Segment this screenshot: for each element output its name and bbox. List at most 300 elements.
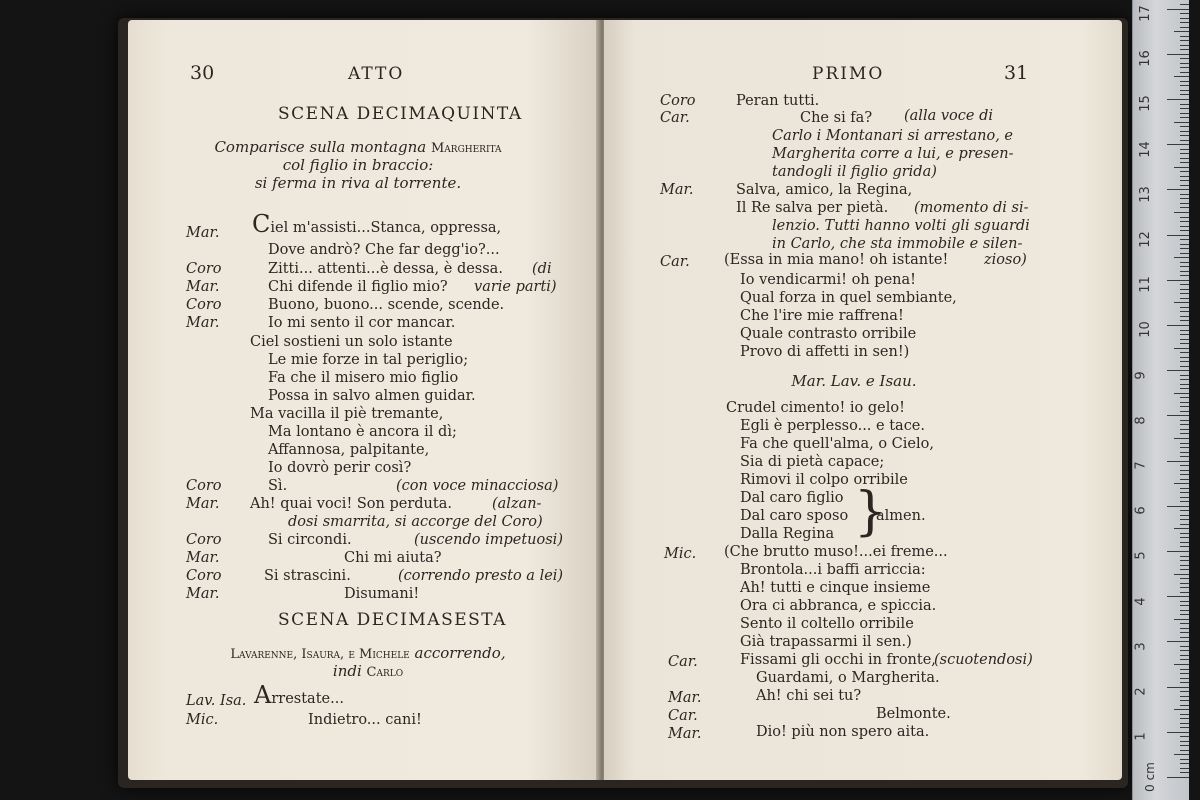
ruler-tick [1180, 736, 1189, 737]
ruler-tick [1180, 379, 1189, 380]
ruler-tick [1174, 664, 1189, 665]
dialogue-line: Sia di pietà capace; [740, 454, 885, 470]
ruler-tick [1180, 750, 1189, 751]
stage-note: zioso) [984, 252, 1027, 268]
dialogue-line: Zitti... attenti...è dessa, è dessa. [268, 261, 503, 277]
ruler-tick [1174, 76, 1189, 77]
ruler-tick [1167, 189, 1189, 190]
ruler-tick [1180, 185, 1189, 186]
speaker-label: Mar. [186, 225, 220, 241]
ruler-tick [1180, 217, 1189, 218]
ruler-tick [1180, 560, 1189, 561]
ruler-tick [1174, 483, 1189, 484]
ruler-tick [1180, 162, 1189, 163]
speaker-label: Lav. Isa. [186, 693, 247, 709]
ruler-tick [1180, 357, 1189, 358]
stage-note: (di [532, 261, 552, 277]
ruler-tick [1174, 754, 1189, 755]
ruler-tick [1180, 723, 1189, 724]
speaker-label: Mic. [186, 712, 219, 728]
ruler-number: 15 [1137, 95, 1153, 113]
ruler-tick [1180, 452, 1189, 453]
ruler-tick [1167, 506, 1189, 507]
ruler-tick [1167, 687, 1189, 688]
ruler-tick [1180, 158, 1189, 159]
dialogue-line: Dal caro figlio [740, 490, 844, 506]
speaker-label: Coro [186, 297, 222, 313]
right-page-number: 31 [1004, 62, 1029, 84]
dialogue-line: Crudel cimento! io gelo! [726, 400, 905, 416]
dialogue-line: Chi difende il figlio mio? [268, 279, 448, 295]
left-running-head: ATTO [348, 64, 405, 84]
speaker-label: Mar. [668, 690, 702, 706]
dialogue-line: Fa che il misero mio figlio [268, 370, 459, 386]
dialogue-line: Ora ci abbranca, e spiccia. [740, 598, 937, 614]
dialogue-line: Fa che quell'alma, o Cielo, [740, 436, 934, 452]
stage-direction-then: indi [332, 662, 362, 680]
ruler-number: 3 [1133, 642, 1149, 651]
speaker-label: Car. [660, 254, 690, 270]
ruler-tick [1180, 330, 1189, 331]
stage-note: in Carlo, che sta immobile e silen- [772, 236, 1023, 252]
right-running-head: PRIMO [812, 64, 885, 84]
ruler-tick [1180, 90, 1189, 91]
ruler-tick [1180, 352, 1189, 353]
ruler-tick [1180, 433, 1189, 434]
dialogue-line: Fissami gli occhi in fronte, [740, 652, 936, 668]
ruler-tick [1180, 198, 1189, 199]
ruler-tick [1180, 384, 1189, 385]
ruler-tick [1180, 565, 1189, 566]
ruler-tick [1180, 135, 1189, 136]
dialogue-line: Il Re salva per pietà. [736, 200, 889, 216]
ruler-tick [1180, 623, 1189, 624]
ruler-tick [1180, 727, 1189, 728]
dialogue-line: Io mi sento il cor mancar. [268, 315, 456, 331]
speaker-label: Mic. [664, 546, 697, 562]
ruler-tick [1180, 659, 1189, 660]
ruler-tick [1174, 709, 1189, 710]
ruler-tick [1180, 628, 1189, 629]
right-page [604, 20, 1122, 780]
ruler-tick [1180, 411, 1189, 412]
scene-title-16: SCENA DECIMASESTA [278, 610, 507, 630]
dialogue-line: Che si fa? [800, 110, 873, 126]
speaker-label: Coro [186, 261, 222, 277]
ruler-tick [1180, 678, 1189, 679]
stage-direction-names: Lavarenne, Isaura, e Michele [230, 647, 410, 662]
ruler-tick [1180, 307, 1189, 308]
ruler-tick [1180, 72, 1189, 73]
ruler-number: 7 [1133, 461, 1149, 470]
speaker-label: Mar. [186, 550, 220, 566]
ruler-tick [1167, 461, 1189, 462]
ruler-tick [1180, 320, 1189, 321]
stage-note: (correndo presto a lei) [398, 568, 564, 584]
ruler-tick [1180, 194, 1189, 195]
ruler-tick [1180, 388, 1189, 389]
stage-note: (uscendo impetuosi) [414, 532, 563, 548]
ruler-number: 9 [1133, 370, 1149, 380]
dialogue-line: Egli è perplesso... e tace. [740, 418, 926, 434]
stage-direction-15 [188, 138, 528, 192]
stage-direction-line: Comparisce sulla montagna [214, 138, 427, 156]
ruler-number: 2 [1133, 687, 1149, 696]
ruler-tick [1180, 655, 1189, 656]
ruler-tick [1180, 488, 1189, 489]
ruler-tick [1180, 673, 1189, 674]
dialogue-line: Guardami, o Margherita. [756, 670, 940, 686]
dialogue-line: Io vendicarmi! oh pena! [740, 272, 916, 288]
ruler-number: 4 [1133, 596, 1149, 606]
ruler-tick [1167, 325, 1189, 326]
ruler-tick [1180, 492, 1189, 493]
ruler-tick [1180, 637, 1189, 638]
ruler-tick [1180, 402, 1189, 403]
dialogue-line: Buono, buono... scende, scende. [268, 297, 505, 313]
stage-note: (alla voce di [904, 108, 993, 124]
dialogue-line: Dove andrò? Che far degg'io?... [268, 242, 500, 258]
dialogue-line: Indietro... cani! [308, 712, 422, 728]
ruler-tick [1180, 772, 1189, 773]
ruler-tick [1180, 262, 1189, 263]
scene-title-15: SCENA DECIMAQUINTA [278, 104, 523, 124]
ruler-tick [1180, 248, 1189, 249]
ruler-tick [1180, 4, 1189, 5]
ruler-tick [1180, 456, 1189, 457]
ruler-tick [1180, 501, 1189, 502]
ruler-tick [1180, 546, 1189, 547]
ruler-tick [1174, 528, 1189, 529]
ruler-tick [1180, 113, 1189, 114]
dialogue-line: Dalla Regina [740, 526, 835, 542]
ruler-tick [1180, 515, 1189, 516]
ruler-tick [1180, 153, 1189, 154]
ruler-tick [1180, 632, 1189, 633]
ruler-tick [1180, 569, 1189, 570]
ruler-tick [1180, 40, 1189, 41]
ruler-tick [1174, 212, 1189, 213]
dialogue-line: Rimovi il colpo orribile [740, 472, 908, 488]
ruler-tick [1167, 596, 1189, 597]
ruler-tick [1180, 49, 1189, 50]
ruler-tick [1180, 171, 1189, 172]
ruler-tick [1180, 741, 1189, 742]
ruler-tick [1180, 592, 1189, 593]
ruler-tick [1174, 257, 1189, 258]
ruler-number: 10 [1137, 321, 1153, 339]
drop-initial: A [254, 681, 272, 709]
speaker-label: Coro [660, 93, 696, 109]
left-page [128, 20, 598, 780]
ruler-number: 1 [1133, 732, 1149, 741]
ruler-tick [1180, 447, 1189, 448]
dialogue-line: Affannosa, palpitante, [268, 442, 430, 458]
ruler-number: 12 [1137, 231, 1153, 248]
stage-direction-last: Carlo [366, 665, 404, 680]
ruler-tick [1174, 167, 1189, 168]
stage-direction-verb: accorrendo, [414, 644, 506, 662]
dialogue-line: Provo di affetti in sen!) [740, 344, 910, 360]
stage-note: dosi smarrita, si accorge del Coro) [288, 514, 543, 530]
stage-direction-line: col figlio in braccio: [282, 156, 434, 174]
ruler-tick [1180, 424, 1189, 425]
ruler-tick [1180, 94, 1189, 95]
ruler-tick [1180, 601, 1189, 602]
ruler-tick [1174, 574, 1189, 575]
ruler-tick [1180, 334, 1189, 335]
ruler-tick [1180, 610, 1189, 611]
stage-direction-right: Mar. Lav. e Isau. [791, 372, 917, 390]
dialogue-line: Ah! tutti e cinque insieme [740, 580, 931, 596]
dialogue-line: Dio! più non spero aita. [756, 724, 930, 740]
dialogue-line: Brontola...i baffi arriccia: [740, 562, 926, 578]
speaker-label: Mar. [186, 279, 220, 295]
ruler-tick [1180, 13, 1189, 14]
ruler-tick [1180, 343, 1189, 344]
ruler-tick [1167, 280, 1189, 281]
ruler-tick [1180, 18, 1189, 19]
ruler-tick [1180, 81, 1189, 82]
dialogue-line: (Che brutto muso!...ei freme... [724, 544, 948, 560]
dialogue-line: Qual forza in quel sembiante, [740, 290, 957, 306]
ruler-tick [1167, 641, 1189, 642]
ruler-tick [1180, 311, 1189, 312]
ruler-tick [1180, 429, 1189, 430]
dialogue-line: Chi mi aiuta? [344, 550, 442, 566]
dialogue-line [254, 681, 344, 709]
ruler-tick [1180, 266, 1189, 267]
ruler-tick [1167, 732, 1189, 733]
stage-note: Margherita corre a lui, e presen- [772, 146, 1014, 162]
ruler-unit: 0 cm [1142, 762, 1157, 792]
stage-direction-name: Margherita [430, 141, 502, 156]
ruler-tick [1167, 551, 1189, 552]
dialogue-text: iel m'assisti...Stanca, oppressa, [270, 220, 502, 236]
ruler-tick [1180, 131, 1189, 132]
ruler-tick [1180, 361, 1189, 362]
ruler-tick [1180, 289, 1189, 290]
stage-note: (momento di si- [914, 200, 1029, 216]
ruler-tick [1180, 533, 1189, 534]
dialogue-line: Ma lontano è ancora il dì; [268, 424, 457, 440]
dialogue-line: Sento il coltello orribile [740, 616, 914, 632]
dialogue-line: Si circondi. [268, 532, 352, 548]
stage-note: tandogli il figlio grida) [772, 164, 937, 180]
dialogue-line: Già trapassarmi il sen.) [740, 634, 912, 650]
ruler-tick [1180, 140, 1189, 141]
ruler-tick [1180, 420, 1189, 421]
ruler-tick [1180, 85, 1189, 86]
dialogue-line: Le mie forze in tal periglio; [268, 352, 469, 368]
ruler-tick [1180, 537, 1189, 538]
ruler-tick [1180, 700, 1189, 701]
ruler-tick [1167, 99, 1189, 100]
ruler-tick [1167, 9, 1189, 10]
ruler-tick [1174, 302, 1189, 303]
ruler-tick [1180, 691, 1189, 692]
dialogue-line: Ah! quai voci! Son perduta. [250, 496, 452, 512]
ruler-tick [1180, 768, 1189, 769]
dialogue-line: Dal caro sposo [740, 508, 849, 524]
dialogue-line: Disumani! [344, 586, 420, 602]
ruler-tick [1180, 339, 1189, 340]
ruler-tick [1180, 36, 1189, 37]
dialogue-line [252, 210, 502, 238]
ruler-tick [1180, 397, 1189, 398]
speaker-label: Car. [660, 110, 690, 126]
ruler-tick [1180, 669, 1189, 670]
dialogue-line: Che l'ire mie raffrena! [740, 308, 904, 324]
ruler-tick [1180, 271, 1189, 272]
ruler-number: 16 [1137, 50, 1153, 67]
ruler-tick [1180, 470, 1189, 471]
stage-direction-16 [168, 644, 568, 680]
ruler-number: 11 [1137, 276, 1153, 293]
speaker-label: Mar. [186, 496, 220, 512]
brace-word: almen. [876, 508, 926, 524]
ruler-tick [1180, 605, 1189, 606]
ruler-tick [1180, 126, 1189, 127]
ruler-tick [1180, 745, 1189, 746]
ruler-tick [1180, 117, 1189, 118]
ruler-tick [1180, 443, 1189, 444]
ruler-tick [1180, 180, 1189, 181]
ruler-tick [1167, 370, 1189, 371]
ruler-tick [1174, 438, 1189, 439]
ruler-tick [1180, 465, 1189, 466]
ruler-tick [1180, 614, 1189, 615]
ruler-tick [1174, 393, 1189, 394]
ruler-tick [1180, 646, 1189, 647]
stage-note: lenzio. Tutti hanno volti gli sguardi [772, 218, 1030, 234]
ruler-tick [1180, 497, 1189, 498]
ruler-tick [1180, 27, 1189, 28]
speaker-label: Mar. [660, 182, 694, 198]
ruler-tick [1167, 415, 1189, 416]
ruler-number: 6 [1133, 506, 1149, 515]
dialogue-line: Belmonte. [876, 706, 951, 722]
ruler-tick [1167, 235, 1189, 236]
ruler-tick [1167, 777, 1189, 778]
ruler-tick [1180, 203, 1189, 204]
speaker-label: Car. [668, 654, 698, 670]
ruler-tick [1180, 67, 1189, 68]
ruler-number: 5 [1133, 551, 1149, 561]
dialogue-line: Io dovrò perir così? [268, 460, 412, 476]
ruler-tick [1180, 406, 1189, 407]
ruler-tick [1180, 221, 1189, 222]
ruler-tick [1180, 149, 1189, 150]
ruler-tick [1180, 366, 1189, 367]
ruler-tick [1180, 293, 1189, 294]
ruler-tick [1174, 31, 1189, 32]
drop-initial: C [252, 210, 271, 238]
dialogue-line: Ah! chi sei tu? [756, 688, 862, 704]
ruler-tick [1180, 284, 1189, 285]
ruler-tick [1180, 63, 1189, 64]
speaker-label: Coro [186, 532, 222, 548]
speaker-label: Coro [186, 568, 222, 584]
ruler-tick [1180, 244, 1189, 245]
dialogue-line: Sì. [268, 478, 288, 494]
ruler-tick [1174, 348, 1189, 349]
dialogue-line: Ma vacilla il piè tremante, [250, 406, 444, 422]
ruler-tick [1174, 122, 1189, 123]
speaker-label: Mar. [668, 726, 702, 742]
dialogue-text: rrestate... [271, 691, 344, 707]
ruler-tick [1180, 556, 1189, 557]
ruler-tick [1180, 524, 1189, 525]
ruler-tick [1180, 226, 1189, 227]
ruler-tick [1180, 316, 1189, 317]
stage-note: varie parti) [474, 279, 557, 295]
ruler-number: 8 [1133, 416, 1149, 425]
stage-direction-line: si ferma in riva al torrente. [254, 174, 462, 192]
dialogue-line: Possa in salvo almen guidar. [268, 388, 476, 404]
ruler-tick [1180, 45, 1189, 46]
ruler-tick [1180, 22, 1189, 23]
ruler-tick [1180, 207, 1189, 208]
ruler-tick [1180, 763, 1189, 764]
ruler-tick [1180, 104, 1189, 105]
speaker-label: Mar. [186, 315, 220, 331]
ruler-tick [1180, 583, 1189, 584]
ruler-tick [1180, 510, 1189, 511]
dialogue-line: Peran tutti. [736, 93, 820, 109]
ruler-tick [1180, 176, 1189, 177]
ruler-tick [1180, 714, 1189, 715]
stage-note: (con voce minacciosa) [396, 478, 559, 494]
ruler-tick [1180, 375, 1189, 376]
dialogue-line: Salva, amico, la Regina, [736, 182, 913, 198]
measuring-ruler [1132, 0, 1189, 800]
ruler-number: 14 [1137, 140, 1153, 158]
ruler-tick [1180, 479, 1189, 480]
dialogue-line: (Essa in mia mano! oh istante! [724, 252, 949, 268]
ruler-tick [1180, 759, 1189, 760]
ruler-tick [1180, 705, 1189, 706]
speaker-label: Coro [186, 478, 222, 494]
ruler-number: 17 [1137, 5, 1153, 22]
ruler-tick [1180, 578, 1189, 579]
dialogue-line: Si strascini. [264, 568, 351, 584]
stage-note: (alzan- [492, 496, 542, 512]
brace-symbol: } [854, 482, 888, 542]
ruler-tick [1180, 58, 1189, 59]
ruler-tick [1174, 619, 1189, 620]
ruler-number: 13 [1137, 186, 1153, 203]
left-page-number: 30 [190, 62, 215, 84]
dialogue-line: Ciel sostieni un solo istante [250, 334, 453, 350]
dialogue-line: Quale contrasto orribile [740, 326, 917, 342]
ruler-tick [1180, 542, 1189, 543]
ruler-tick [1180, 587, 1189, 588]
stage-note: Carlo i Montanari si arrestano, e [772, 128, 1013, 144]
ruler-tick [1180, 230, 1189, 231]
ruler-tick [1167, 54, 1189, 55]
ruler-tick [1180, 239, 1189, 240]
ruler-tick [1180, 696, 1189, 697]
ruler-tick [1180, 108, 1189, 109]
ruler-tick [1180, 474, 1189, 475]
speaker-label: Car. [668, 708, 698, 724]
ruler-tick [1180, 718, 1189, 719]
ruler-tick [1180, 253, 1189, 254]
speaker-label: Mar. [186, 586, 220, 602]
ruler-tick [1167, 144, 1189, 145]
ruler-tick [1180, 298, 1189, 299]
